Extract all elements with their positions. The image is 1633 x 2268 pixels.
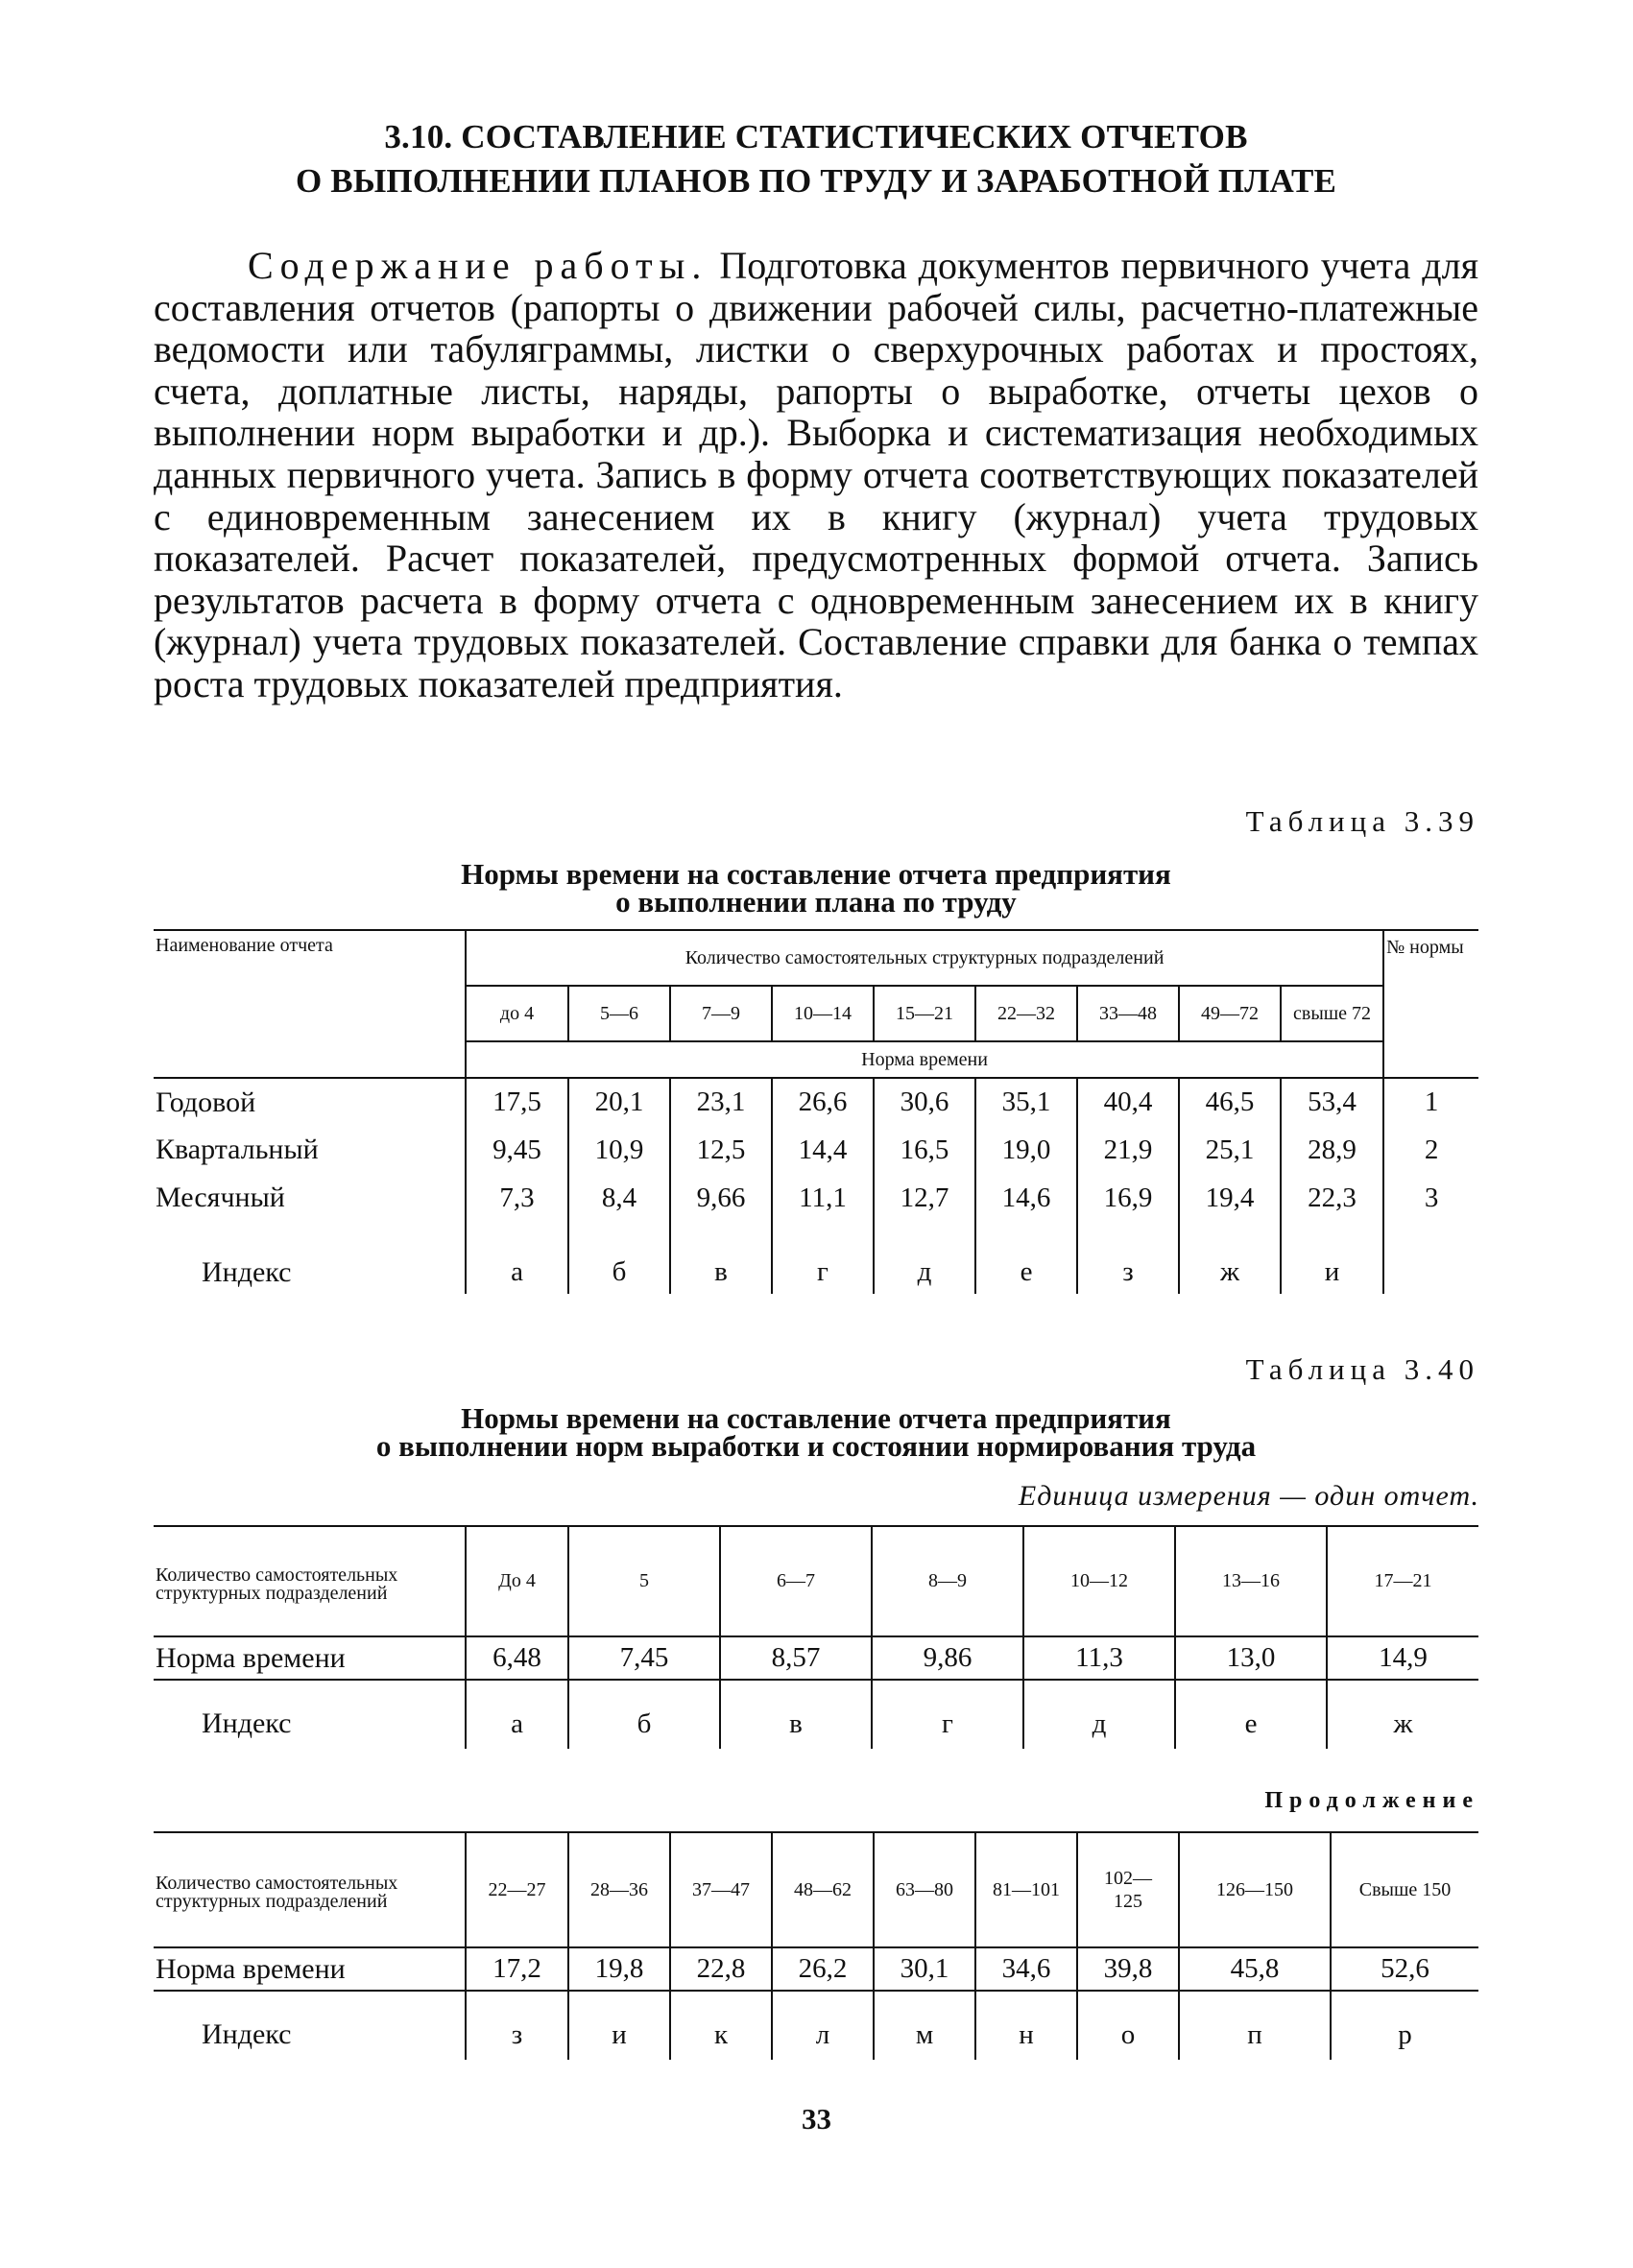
table40-part2-norm: 22,8: [670, 1947, 772, 1991]
table39-index: г: [772, 1251, 874, 1294]
table40-part2-index: о: [1077, 2010, 1179, 2060]
table40-part1-norm: 8,57: [720, 1636, 872, 1680]
table40-part2-norm: 30,1: [874, 1947, 975, 1991]
table40-part1-index: д: [1023, 1699, 1175, 1749]
table40-part1-index: г: [872, 1699, 1023, 1749]
table40-part1-norm-label: Норма времени: [156, 1641, 346, 1674]
table39-cell: 21,9: [1077, 1126, 1179, 1174]
content-paragraph: [154, 245, 1478, 705]
table39-cell: 28,9: [1281, 1126, 1383, 1174]
table40-part1-norm: 9,86: [872, 1636, 1023, 1680]
table39-cell: 25,1: [1179, 1126, 1281, 1174]
table40-part2-range: 81—101: [975, 1832, 1077, 1947]
table39-norm-no: 2: [1383, 1126, 1478, 1174]
table40-part1-range: 5: [568, 1526, 720, 1636]
table39-range: 5—6: [568, 986, 670, 1041]
table39-subheader: Норма времени: [466, 1041, 1383, 1078]
table39-cell: 17,5: [466, 1078, 568, 1126]
table40-part2: [154, 1831, 1478, 2060]
table40-continuation-label: Продолжение: [1264, 1788, 1479, 1813]
table39-caption-line1: Нормы времени на составление отчета предприятия: [461, 857, 1171, 891]
table39-index: в: [670, 1251, 772, 1294]
table40-part2-range: 63—80: [874, 1832, 975, 1947]
table40-part1-norm: 7,45: [568, 1636, 720, 1680]
table40-part2-norm-label: Норма времени: [156, 1952, 346, 1985]
table40-part2-range: 126—150: [1179, 1832, 1331, 1947]
table40-part1-index: е: [1175, 1699, 1327, 1749]
table39-cell: 7,3: [466, 1174, 568, 1222]
table40-part2-norm: 17,2: [466, 1947, 568, 1991]
table39-index: з: [1077, 1251, 1179, 1294]
table40-part1-index: ж: [1327, 1699, 1478, 1749]
table39-index: д: [874, 1251, 975, 1294]
content-text: Подготовка документов первичного учета для составления отчетов (рапорты о движении рабочей силы, расчетно-платежные ведомости или табуляграммы, листки о сверхурочных работах и простоях, счета, доплатные листы, наряды, рапорты о выработке, отчеты цехов о выполнении норм выработки и др.). Выборка и систематизация необходимых данных первичного учета. Запись в форму отчета соответствующих показателей с единовременным занесением их в книгу (журнал) учета трудовых показателей. Расчет показателей, предусмотренных формой отчета. Запись результатов расчета в форму отчета с одновременным занесением их в книгу (журнал) учета трудовых показателей. Составление справки для банка о темпах роста трудовых показателей предприятия.: [154, 244, 1478, 705]
table40-part1-norm: 14,9: [1327, 1636, 1478, 1680]
table40-part1-norm: 6,48: [466, 1636, 568, 1680]
table40-part2-header-label: Количество самостоятельных структурных подразделений: [156, 1873, 398, 1912]
table40-part2-header-row: [154, 1832, 1478, 1947]
table39-range: свыше 72: [1281, 986, 1383, 1041]
table39-index: ж: [1179, 1251, 1281, 1294]
table39-caption: [154, 857, 1478, 919]
table39-range: 7—9: [670, 986, 772, 1041]
table39-label: Таблица 3.39: [1245, 804, 1479, 838]
table40-part2-index: к: [670, 2010, 772, 2060]
table39-cell: 19,0: [975, 1126, 1077, 1174]
table40-part1-range: До 4: [466, 1526, 568, 1636]
table40-part2-range: 48—62: [772, 1832, 874, 1947]
table39-cell: 30,6: [874, 1078, 975, 1126]
table40-part2-index: л: [772, 2010, 874, 2060]
table-row: [154, 1174, 1478, 1222]
table40-part2-index-row: [154, 2010, 1478, 2060]
table40-part2-index: м: [874, 2010, 975, 2060]
table39-index: а: [466, 1251, 568, 1294]
table39-cell: 14,6: [975, 1174, 1077, 1222]
table39-range: 22—32: [975, 986, 1077, 1041]
table-row: [154, 1078, 1478, 1126]
section-title-line1: 3.10. СОСТАВЛЕНИЕ СТАТИСТИЧЕСКИХ ОТЧЕТОВ: [384, 118, 1248, 155]
table40-part1-index: в: [720, 1699, 872, 1749]
table40-label: Таблица 3.40: [1245, 1352, 1479, 1386]
table40-part1-range: 17—21: [1327, 1526, 1478, 1636]
table40-part2-index: р: [1331, 2010, 1478, 2060]
content-lead: Содержание работы.: [248, 244, 708, 287]
table40-part2-index: н: [975, 2010, 1077, 2060]
table40-part2-norm-row: [154, 1947, 1478, 1991]
section-title-line2: О ВЫПОЛНЕНИИ ПЛАНОВ ПО ТРУДУ И ЗАРАБОТНОЙ ПЛАТЕ: [295, 162, 1337, 200]
table39-row-name: Месячный: [156, 1182, 285, 1213]
table39-norm-no: 1: [1383, 1078, 1478, 1126]
table39-col-group: Количество самостоятельных структурных подразделений: [466, 930, 1383, 986]
table39-cell: 12,7: [874, 1174, 975, 1222]
table40-part1-range: 10—12: [1023, 1526, 1175, 1636]
table40-units: Единица измерения — один отчет.: [1018, 1480, 1479, 1512]
table39-index-label: Индекс: [202, 1255, 292, 1288]
table40-part1-range: 6—7: [720, 1526, 872, 1636]
table39-cell: 22,3: [1281, 1174, 1383, 1222]
table39-cell: 9,45: [466, 1126, 568, 1174]
table39-norm-no: 3: [1383, 1174, 1478, 1222]
table39-range: 49—72: [1179, 986, 1281, 1041]
table39-row-name: Квартальный: [156, 1134, 319, 1165]
table40-part2-range: 102—125: [1077, 1832, 1179, 1947]
table39-cell: 8,4: [568, 1174, 670, 1222]
table39-cell: 46,5: [1179, 1078, 1281, 1126]
table39: [154, 929, 1478, 1294]
table39-cell: 19,4: [1179, 1174, 1281, 1222]
table40-part1: [154, 1525, 1478, 1749]
table40-part2-range: 37—47: [670, 1832, 772, 1947]
table39-cell: 14,4: [772, 1126, 874, 1174]
table40-part2-norm: 26,2: [772, 1947, 874, 1991]
table39-cell: 40,4: [1077, 1078, 1179, 1126]
table40-part1-index: а: [466, 1699, 568, 1749]
table39-col-norm-no: № нормы: [1383, 930, 1478, 1078]
table40-part2-norm: 39,8: [1077, 1947, 1179, 1991]
table40-part2-index: з: [466, 2010, 568, 2060]
table39-index: б: [568, 1251, 670, 1294]
table39-cell: 10,9: [568, 1126, 670, 1174]
table40-part1-range: 13—16: [1175, 1526, 1327, 1636]
section-title: [154, 115, 1478, 203]
table39-cell: 16,5: [874, 1126, 975, 1174]
table40-part1-norm: 13,0: [1175, 1636, 1327, 1680]
table40-part2-norm: 34,6: [975, 1947, 1077, 1991]
table39-cell: 26,6: [772, 1078, 874, 1126]
table39-row-name: Годовой: [156, 1086, 256, 1118]
table40-caption-line1: Нормы времени на составление отчета предприятия: [461, 1401, 1171, 1435]
table40-part2-norm: 45,8: [1179, 1947, 1331, 1991]
table39-index: и: [1281, 1251, 1383, 1294]
table39-index-row: [154, 1251, 1478, 1294]
table39-index: е: [975, 1251, 1077, 1294]
page-number: 33: [802, 2102, 831, 2136]
table39-cell: 16,9: [1077, 1174, 1179, 1222]
table40-part1-header-label: Количество самостоятельных структурных подразделений: [156, 1564, 398, 1604]
table40-part1-index: б: [568, 1699, 720, 1749]
table40-caption: [154, 1401, 1478, 1463]
table40-part1-index-label: Индекс: [202, 1707, 292, 1739]
table40-part2-index: и: [568, 2010, 670, 2060]
table40-part2-norm: 19,8: [568, 1947, 670, 1991]
table40-part1-norm-row: [154, 1636, 1478, 1680]
table39-cell: 9,66: [670, 1174, 772, 1222]
table40-part2-index: п: [1179, 2010, 1331, 2060]
table39-cell: 35,1: [975, 1078, 1077, 1126]
table39-cell: 53,4: [1281, 1078, 1383, 1126]
table40-part1-norm: 11,3: [1023, 1636, 1175, 1680]
table39-range: 10—14: [772, 986, 874, 1041]
table40-part2-range: Свыше 150: [1331, 1832, 1478, 1947]
table40-part2-range: 22—27: [466, 1832, 568, 1947]
table40-part1-header-row: [154, 1526, 1478, 1636]
table-row: [154, 1126, 1478, 1174]
table40-part1-range: 8—9: [872, 1526, 1023, 1636]
table39-cell: 20,1: [568, 1078, 670, 1126]
table39-cell: 12,5: [670, 1126, 772, 1174]
table40-part2-range: 28—36: [568, 1832, 670, 1947]
table40-part2-index-label: Индекс: [202, 2018, 292, 2050]
table39-range: 15—21: [874, 986, 975, 1041]
table39-range: до 4: [466, 986, 568, 1041]
table39-cell: 11,1: [772, 1174, 874, 1222]
table40-part2-norm: 52,6: [1331, 1947, 1478, 1991]
table39-col-name: Наименование отчета: [156, 935, 333, 956]
table39-caption-line2: о выполнении плана по труду: [615, 885, 1017, 919]
table40-part1-index-row: [154, 1699, 1478, 1749]
table39-range: 33—48: [1077, 986, 1179, 1041]
table40-caption-line2: о выполнении норм выработки и состоянии нормирования труда: [375, 1429, 1257, 1463]
table39-cell: 23,1: [670, 1078, 772, 1126]
